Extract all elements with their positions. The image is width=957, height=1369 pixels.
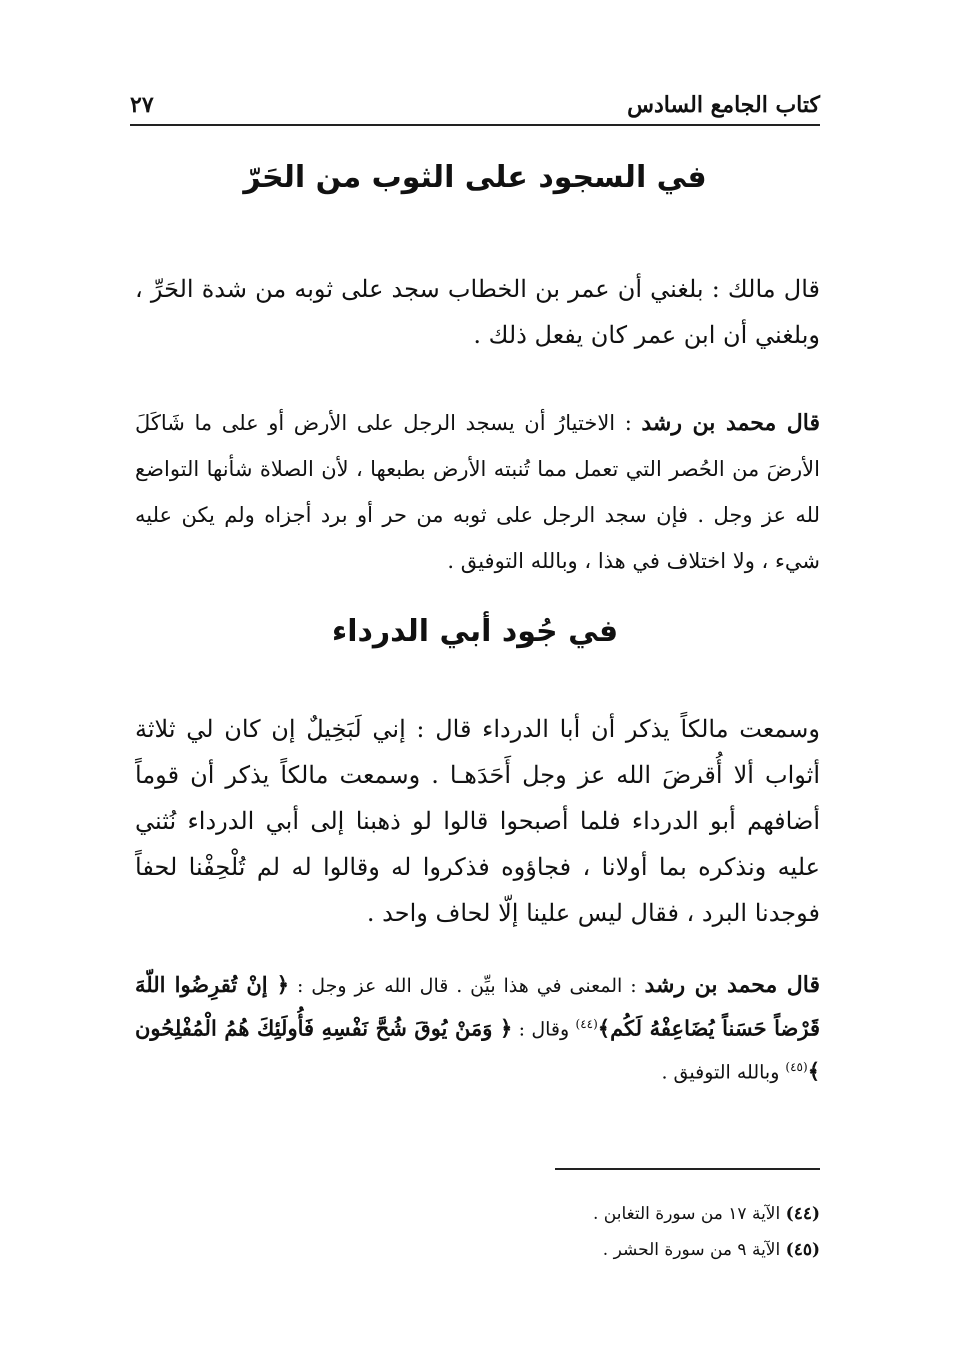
footnote-ref-44: (٤٤) [575, 1017, 598, 1031]
section-heading-abu-darda: في جُود أبي الدرداء [331, 614, 619, 649]
quran-verse-1: ﴿ إنْ تُقرِضُوا اللّهَ قَرْضاً حَسَناً يُضَاعِفْهُ لَكُم﴾ [135, 972, 821, 1041]
speaker-name: قال محمد بن رشد [641, 410, 820, 436]
paragraph-ibn-rushd-commentary-1 [135, 400, 820, 584]
paragraph-abu-darda-narration: وسمعت مالكاً يذكر أن أبا الدرداء قال : إني لَبَخِيلٌ إن كان لي ثلاثة أثواب ألا أُقرضَ الله عز وجل أَحَدَهـا . وسمعت مالكاً يذكر أن قوماً أضافهم أبو الدرداء فلما أصبحوا قالوا لو ذهبنا إلى أبي الدرداء نُثني عليه ونذكره بما أولانا ، فجاؤوه فذكروا له وقالوا له لم تُلْحِفْنا لحفاً فوجدنا البرد ، فقال ليس علينا إلّا لحاف واحد . [135, 715, 820, 927]
commentary-text: : الاختيارُ أن يسجد الرجل على الأرض أو على ما شَاكَلَ الأرضَ من الحُصر التي تعمل مما تُنبته الأرض بطبعها ، لأن الصلاة شأنها التواضع لله عز وجل . فإن سجد الرجل على ثوبه من حر أو برد أجزاه ولم يكن عليه شيء ، ولا اختلاف في هذا ، وبالله التوفيق . [135, 411, 820, 573]
footnote-number: (٤٥) [785, 1240, 820, 1260]
footnote-number: (٤٤) [785, 1204, 820, 1224]
footnote-44 [300, 1204, 820, 1224]
footnote-45 [300, 1240, 820, 1260]
footnote-text: الآية ٩ من سورة الحشر . [602, 1240, 786, 1260]
speaker-name: قال محمد بن رشد [644, 972, 820, 998]
footnote-ref-45: (٤٥) [785, 1060, 808, 1075]
footnote-divider [555, 1168, 820, 1170]
paragraph-ibn-rushd-commentary-2 [135, 966, 820, 1092]
quran-verse-2: ﴿ وَمَنْ يُوقَ شُحَّ نَفْسِهِ فَأُولَئِكَ هُمُ الْمُفْلِحُون ﴾ [135, 1015, 820, 1084]
commentary-text: وبالله التوفيق . [661, 1061, 786, 1084]
commentary-text: وقال : [512, 1018, 576, 1041]
commentary-text: : المعنى في هذا بيِّن . قال الله عز وجل : [289, 975, 645, 997]
paragraph-malik-report: قال مالك : بلغني أن عمر بن الخطاب سجد على ثوبه من شدة الحَرِّ ، وبلغني أن ابن عمر كان يفعل ذلك . [135, 275, 820, 349]
page-header [130, 86, 820, 126]
footnote-text: الآية ١٧ من سورة التغابن . [593, 1204, 786, 1224]
page-number: ٢٧ [130, 92, 154, 118]
running-title: كتاب الجامع السادس [627, 92, 820, 118]
section-heading-prostration: في السجود على الثوب من الحَرّ [243, 160, 707, 195]
